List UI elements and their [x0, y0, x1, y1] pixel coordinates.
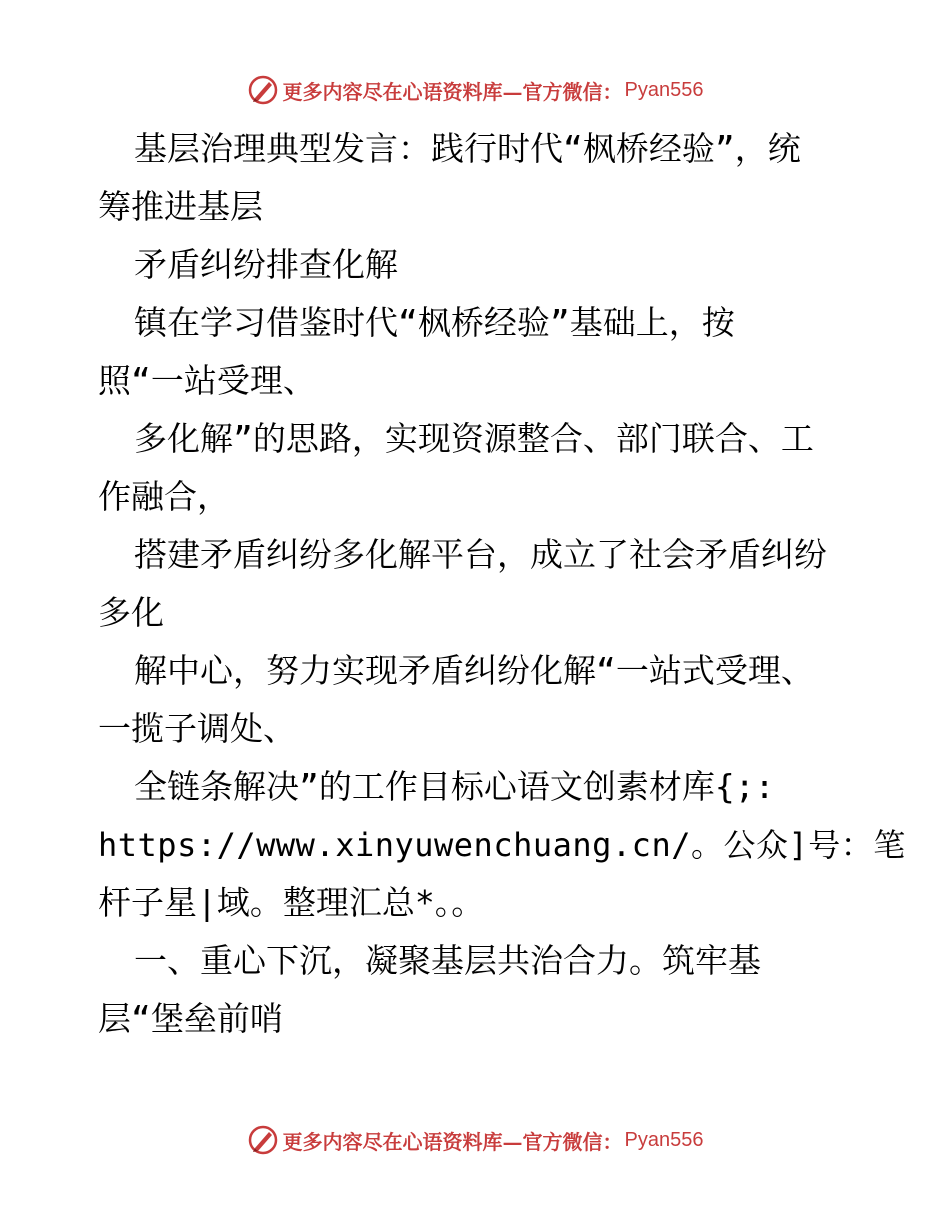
- footer-wechat-id: Pyan556: [624, 1128, 704, 1151]
- body-text-line: 作融合，: [98, 477, 230, 516]
- body-text-line: 一揽子调处、: [98, 709, 296, 748]
- body-text-line: 矛盾纠纷排查化解: [134, 245, 398, 284]
- body-text-line: 镇在学习借鉴时代“枫桥经验”基础上，按: [134, 303, 735, 342]
- header-banner: [0, 70, 950, 110]
- body-text-line: https://www.xinyuwenchuang.cn/。公众]号：笔: [98, 826, 906, 864]
- body-text-line: 全链条解决”的工作目标心语文创素材库{;:: [134, 767, 775, 806]
- body-text-line: 多化: [98, 593, 164, 632]
- document-body: [98, 120, 906, 1048]
- footer-banner-text: 更多内容尽在心语资料库—官方微信：: [282, 1129, 623, 1154]
- body-text-line: 层“堡垒前哨: [98, 999, 283, 1038]
- body-text-line: 多化解”的思路，实现资源整合、部门联合、工: [134, 419, 814, 458]
- body-text-line: 照“一站受理、: [98, 361, 316, 400]
- body-text-line: 筹推进基层: [98, 187, 263, 226]
- body-text-line: 解中心，努力实现矛盾纠纷化解“一站式受理、: [134, 651, 814, 690]
- body-text-line: 一、重心下沉，凝聚基层共治合力。筑牢基: [134, 941, 761, 980]
- header-banner-text: 更多内容尽在心语资料库—官方微信：: [282, 79, 623, 104]
- body-text-line: 杆子星|域。整理汇总*。。: [98, 883, 485, 922]
- header-wechat-id: Pyan556: [624, 78, 704, 101]
- body-text-line: 搭建矛盾纠纷多化解平台，成立了社会矛盾纠纷: [134, 535, 827, 574]
- footer-banner: [0, 1120, 950, 1160]
- pen-logo-icon: [247, 1124, 279, 1156]
- pen-logo-icon: [247, 74, 279, 106]
- body-text-line: 基层治理典型发言：践行时代“枫桥经验”，统: [134, 129, 801, 168]
